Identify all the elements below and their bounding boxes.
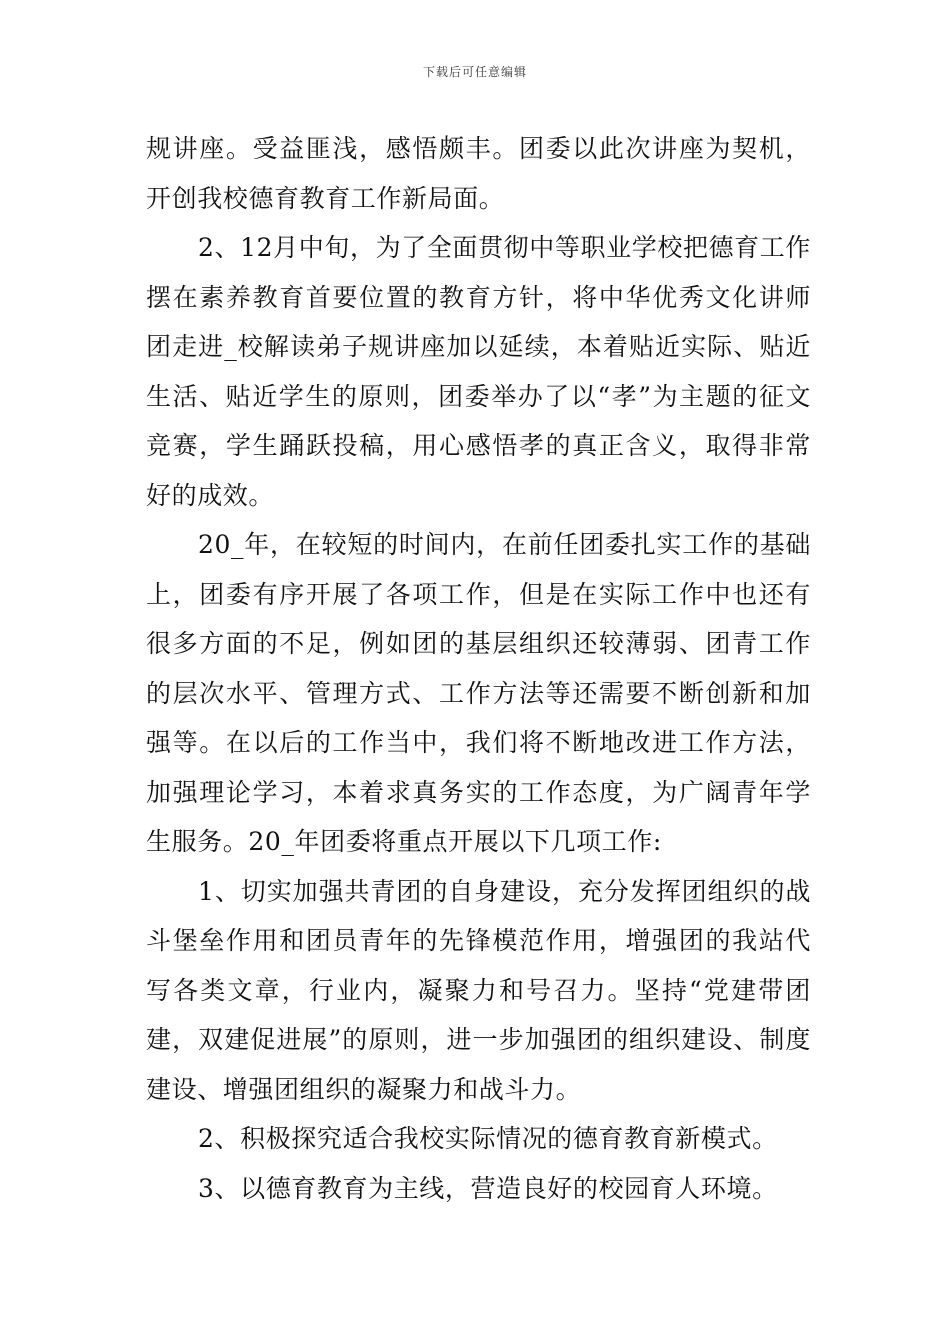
paragraph-6: 3、以德育教育为主线，营造良好的校园育人环境。 [198, 1173, 778, 1203]
paragraph-1: 规讲座。受益匪浅，感悟颇丰。团委以此次讲座为契机，开创我校德育教育工作新局面。 [146, 134, 811, 213]
paragraph-4: 1、切实加强共青团的自身建设，充分发挥团组织的战斗堡垒作用和团员青年的先锋模范作用，增强团的我站代写各类文章，行业内，凝聚力和号召力。坚持“党建带团建，双建促进展”的原则，进一步加强团的组织建设、制度建设、增强团组织的凝聚力和战斗力。 [146, 876, 811, 1104]
paragraph-2: 2、12月中旬，为了全面贯彻中等职业学校把德育工作摆在素养教育首要位置的教育方针，将中华优秀文化讲师团走进_校解读弟子规讲座加以延续，本着贴近实际、贴近生活、贴近学生的原则，团委举办了以“孝”为主题的征文竞赛，学生踊跃投稿，用心感悟孝的真正含义，取得非常好的成效。 [146, 233, 811, 510]
document-body [146, 124, 811, 1213]
header-note: 下载后可任意编辑 [422, 65, 527, 79]
page-header [0, 64, 950, 80]
paragraph-3: 20_年，在较短的时间内，在前任团委扎实工作的基础上，团委有序开展了各项工作，但是在实际工作中也还有很多方面的不足，例如团的基层组织还较薄弱、团青工作的层次水平、管理方式、工作方法等还需要不断创新和加强等。在以后的工作当中，我们将不断地改进工作方法，加强理论学习，本着求真务实的工作态度，为广阔青年学生服务。20_年团委将重点开展以下几项工作: [146, 530, 811, 856]
paragraph-5: 2、积极探究适合我校实际情况的德育教育新模式。 [198, 1124, 778, 1153]
